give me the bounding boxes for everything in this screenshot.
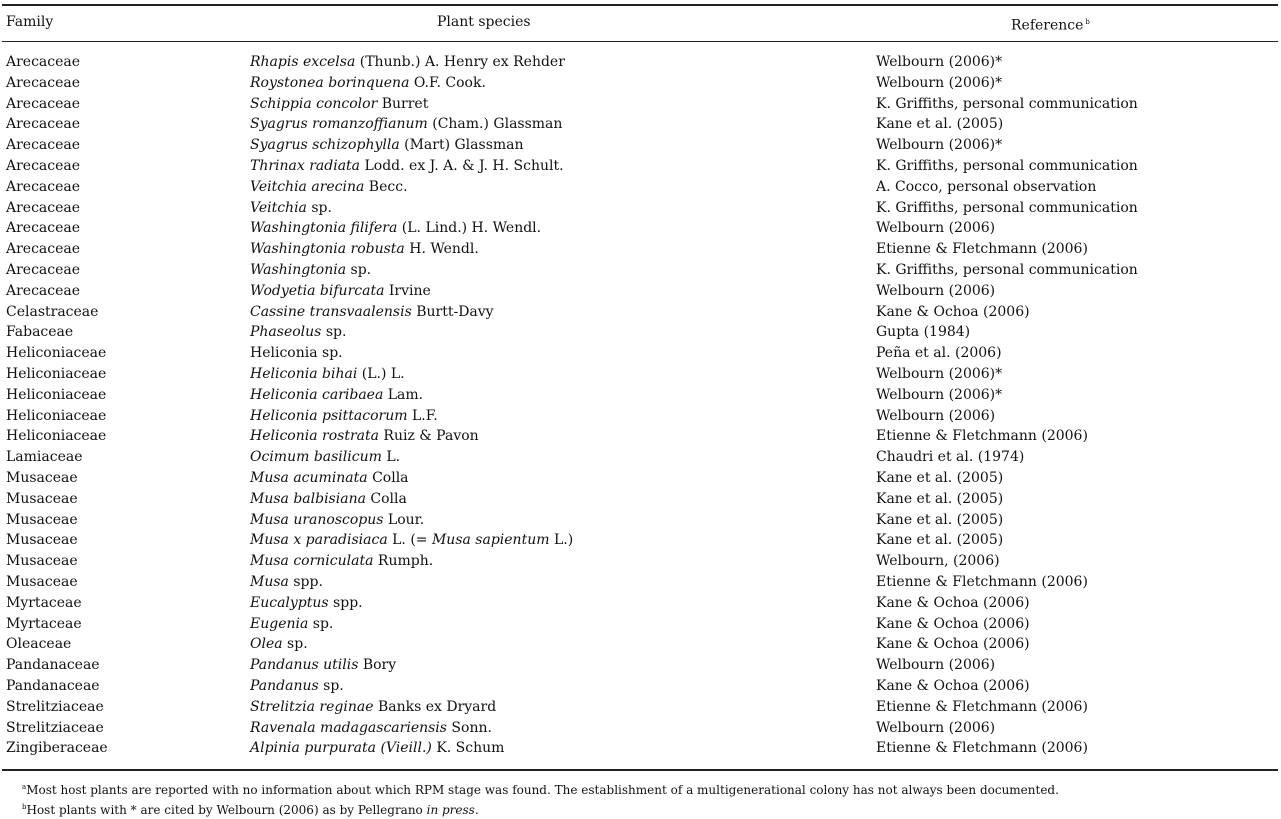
species-name-italic: Heliconia caribaea (250, 386, 384, 403)
species-name-italic: Musa uranoscopus (250, 511, 384, 528)
species-name-italic: Musa acuminata (250, 469, 368, 486)
species-name-italic: Phaseolus (250, 324, 322, 341)
footnote-a-mark: a (22, 783, 27, 791)
species-authority: sp. (321, 324, 347, 341)
cell-reference: Etienne & Fletchmann (2006) (876, 573, 1088, 590)
cell-family: Pandanaceae (6, 657, 100, 674)
footnote-b-text: Host plants with * are cited by Welbourn (2006) as by Pellegrano (26, 803, 427, 817)
cell-reference: Etienne & Fletchmann (2006) (876, 740, 1088, 757)
cell-reference: Gupta (1984) (876, 324, 971, 341)
table-row (0, 593, 1281, 614)
species-name-italic: Ocimum basilicum (250, 449, 382, 466)
cell-reference: Etienne & Fletchmann (2006) (876, 428, 1088, 445)
table-row (0, 260, 1281, 281)
cell-plant-species (250, 426, 479, 446)
table-bottom-rule (2, 769, 1278, 771)
table-row (0, 94, 1281, 115)
species-name-italic: Eugenia (250, 615, 309, 632)
cell-plant-species (250, 156, 564, 176)
cell-plant-species (250, 634, 308, 654)
species-authority: (Thunb.) A. Henry ex Rehder (355, 54, 565, 70)
header-reference-footnote-mark: b (1085, 18, 1090, 26)
species-authority: Heliconia sp. (250, 345, 343, 362)
cell-plant-species (250, 218, 541, 238)
cell-plant-species (250, 593, 363, 613)
cell-plant-species (250, 551, 433, 571)
cell-reference: Welbourn (2006) (876, 719, 996, 736)
cell-reference: Kane et al. (2005) (876, 116, 1004, 133)
table-body (0, 52, 1281, 759)
species-authority: Colla (367, 469, 409, 486)
cell-family: Musaceae (6, 490, 78, 507)
cell-family: Arecaceae (6, 199, 81, 216)
cell-reference: K. Griffiths, personal communication (876, 199, 1138, 216)
species-authority: sp. (308, 615, 334, 632)
species-authority: K. Schum (431, 740, 505, 757)
cell-reference: Welbourn (2006)* (876, 74, 1003, 91)
species-authority: spp. (288, 573, 323, 590)
footnotes (22, 779, 1059, 819)
cell-reference: Welbourn (2006)* (876, 54, 1003, 70)
species-name-italic: Alpinia purpurata (250, 740, 376, 757)
species-name-italic: Syagrus schizophylla (250, 137, 400, 154)
species-authority: L. (= (387, 532, 432, 549)
cell-reference: K. Griffiths, personal communication (876, 95, 1138, 112)
cell-reference: Kane & Ochoa (2006) (876, 594, 1030, 611)
species-name-italic: Pandanus utilis (250, 657, 359, 674)
species-authority: Irvine (384, 282, 431, 299)
table-row (0, 738, 1281, 759)
cell-reference: Welbourn (2006)* (876, 365, 1003, 382)
cell-plant-species (250, 489, 407, 509)
cell-reference: Kane & Ochoa (2006) (876, 615, 1030, 632)
species-authority: Burret (377, 95, 429, 112)
species-authority: sp. (282, 636, 308, 653)
cell-plant-species (250, 198, 332, 218)
table-row (0, 634, 1281, 655)
cell-plant-species (250, 302, 494, 322)
table-top-rule (2, 4, 1278, 6)
footnote-a-text: Most host plants are reported with no information about which RPM stage was found. The establishment of a multigenerational colony has not always been documented. (26, 783, 1059, 797)
cell-reference: Kane & Ochoa (2006) (876, 677, 1030, 694)
species-authority: spp. (328, 594, 363, 611)
cell-reference: Kane et al. (2005) (876, 532, 1004, 549)
table-row (0, 385, 1281, 406)
cell-reference: Welbourn, (2006) (876, 553, 1000, 570)
table-row (0, 73, 1281, 94)
species-authority: sp. (346, 261, 372, 278)
species-authority: Sonn. (446, 719, 492, 736)
table-row (0, 52, 1281, 73)
species-name-italic: Musa balbisiana (250, 490, 366, 507)
cell-family: Lamiaceae (6, 449, 83, 466)
table-row (0, 676, 1281, 697)
species-name-italic: Musa sapientum (431, 532, 550, 549)
cell-family: Myrtaceae (6, 594, 82, 611)
species-name-italic: Rhapis excelsa (250, 54, 356, 70)
species-name-italic: Pandanus (250, 677, 319, 694)
cell-reference: Kane & Ochoa (2006) (876, 636, 1030, 653)
cell-plant-species (250, 114, 562, 134)
table-row (0, 281, 1281, 302)
cell-plant-species (250, 322, 346, 342)
table-row (0, 302, 1281, 323)
species-name-italic: Thrinax radiata (250, 157, 361, 174)
header-plant-species: Plant species (437, 14, 531, 30)
cell-plant-species (250, 738, 504, 758)
cell-plant-species (250, 343, 343, 363)
species-authority: (L. Lind.) H. Wendl. (397, 220, 542, 237)
table-row (0, 551, 1281, 572)
cell-plant-species (250, 468, 409, 488)
species-authority: (Mart) Glassman (399, 137, 524, 154)
species-authority: sp. (306, 199, 332, 216)
cell-family: Strelitziaceae (6, 698, 104, 715)
species-name-italic: Wodyetia bifurcata (250, 282, 385, 299)
species-name-italic: Veitchia arecina (250, 178, 365, 195)
cell-reference: Welbourn (2006)* (876, 137, 1003, 154)
cell-reference: Etienne & Fletchmann (2006) (876, 241, 1088, 258)
species-name-italic: Strelitzia reginae (250, 698, 374, 715)
species-name-italic: Heliconia psittacorum (250, 407, 408, 424)
cell-plant-species (250, 406, 438, 426)
cell-plant-species (250, 697, 496, 717)
cell-plant-species (250, 364, 405, 384)
species-name-italic: Musa x paradisiaca (250, 532, 388, 549)
cell-reference: Kane & Ochoa (2006) (876, 303, 1030, 320)
cell-reference: Kane et al. (2005) (876, 511, 1004, 528)
table-row (0, 114, 1281, 135)
species-authority: Ruiz & Pavon (378, 428, 479, 445)
cell-plant-species (250, 530, 573, 550)
cell-family: Arecaceae (6, 74, 81, 91)
species-authority: (Cham.) Glassman (427, 116, 563, 133)
cell-plant-species (250, 510, 424, 530)
cell-family: Zingiberaceae (6, 740, 108, 757)
species-authority: L.) (549, 532, 574, 549)
species-authority: L. (381, 449, 401, 466)
cell-plant-species (250, 447, 400, 467)
species-authority: Colla (365, 490, 407, 507)
species-name-italic: Musa corniculata (250, 553, 374, 570)
species-name-italic: Roystonea borinquena (250, 74, 410, 91)
species-name-italic: Heliconia rostrata (250, 428, 379, 445)
cell-family: Strelitziaceae (6, 719, 104, 736)
cell-reference: Welbourn (2006) (876, 220, 996, 237)
table-row (0, 510, 1281, 531)
species-authority: Lour. (383, 511, 425, 528)
table-row (0, 322, 1281, 343)
species-name-italic: Washingtonia filifera (250, 220, 398, 237)
species-name-italic: Eucalyptus (250, 594, 329, 611)
table-row (0, 718, 1281, 739)
cell-family: Arecaceae (6, 54, 81, 70)
cell-family: Heliconiaceae (6, 345, 107, 362)
cell-reference: A. Cocco, personal observation (876, 178, 1097, 195)
table-header-rule (2, 41, 1278, 42)
table-row (0, 177, 1281, 198)
species-name-italic: Ravenala madagascariensis (250, 719, 447, 736)
cell-plant-species (250, 718, 492, 738)
cell-reference: Welbourn (2006) (876, 282, 996, 299)
header-family: Family (6, 14, 54, 30)
cell-reference: Chaudri et al. (1974) (876, 449, 1025, 466)
table-row (0, 135, 1281, 156)
species-authority: Rumph. (373, 553, 434, 570)
species-name-italic: Musa (250, 573, 289, 590)
table-row (0, 343, 1281, 364)
cell-family: Arecaceae (6, 137, 81, 154)
species-authority: Burtt-Davy (411, 303, 494, 320)
table-row (0, 614, 1281, 635)
species-authority: sp. (318, 677, 344, 694)
cell-family: Arecaceae (6, 116, 81, 133)
cell-plant-species (250, 260, 371, 280)
cell-plant-species (250, 135, 524, 155)
species-authority: (L.) L. (357, 365, 405, 382)
species-name-italic: (Vieill.) (380, 740, 432, 757)
footnote-a (22, 779, 1059, 799)
table-row (0, 697, 1281, 718)
cell-family: Heliconiaceae (6, 407, 107, 424)
cell-plant-species (250, 385, 423, 405)
cell-family: Arecaceae (6, 241, 81, 258)
cell-family: Heliconiaceae (6, 365, 107, 382)
species-authority: O.F. Cook. (409, 74, 486, 91)
cell-plant-species (250, 572, 323, 592)
table-row (0, 447, 1281, 468)
table-row (0, 572, 1281, 593)
cell-plant-species (250, 239, 479, 259)
cell-reference: Welbourn (2006) (876, 407, 996, 424)
cell-reference: Peña et al. (2006) (876, 345, 1002, 362)
cell-family: Arecaceae (6, 178, 81, 195)
cell-reference: Kane et al. (2005) (876, 490, 1004, 507)
cell-family: Myrtaceae (6, 615, 82, 632)
table-row (0, 156, 1281, 177)
species-name-italic: Washingtonia (250, 261, 347, 278)
species-authority: Lodd. ex J. A. & J. H. Schult. (360, 157, 564, 174)
table-row (0, 239, 1281, 260)
cell-family: Heliconiaceae (6, 428, 107, 445)
species-name-italic: Heliconia bihai (250, 365, 358, 382)
footnote-b (22, 799, 1059, 819)
cell-reference: Welbourn (2006) (876, 657, 996, 674)
species-name-italic: Schippia concolor (250, 95, 378, 112)
footnote-b-mark: b (22, 803, 27, 811)
species-authority: Lam. (383, 386, 424, 403)
cell-reference: Etienne & Fletchmann (2006) (876, 698, 1088, 715)
table-row (0, 198, 1281, 219)
cell-family: Musaceae (6, 553, 78, 570)
species-name-italic: Syagrus romanzoffianum (250, 116, 428, 133)
cell-family: Arecaceae (6, 261, 81, 278)
cell-plant-species (250, 52, 565, 72)
cell-family: Arecaceae (6, 157, 81, 174)
cell-plant-species (250, 281, 431, 301)
table-row (0, 426, 1281, 447)
cell-family: Pandanaceae (6, 677, 100, 694)
cell-plant-species (250, 614, 333, 634)
table-row (0, 364, 1281, 385)
cell-family: Fabaceae (6, 324, 74, 341)
cell-plant-species (250, 94, 428, 114)
cell-reference: Welbourn (2006)* (876, 386, 1003, 403)
cell-family: Oleaceae (6, 636, 72, 653)
cell-family: Musaceae (6, 469, 78, 486)
species-authority: L.F. (407, 407, 438, 424)
cell-family: Musaceae (6, 532, 78, 549)
table-row (0, 218, 1281, 239)
species-name-italic: Washingtonia robusta (250, 241, 405, 258)
table-row (0, 406, 1281, 427)
header-reference-label: Reference (1011, 17, 1084, 34)
cell-plant-species (250, 177, 408, 197)
species-name-italic: Veitchia (250, 199, 307, 216)
cell-family: Celastraceae (6, 303, 99, 320)
table-row (0, 468, 1281, 489)
cell-reference: K. Griffiths, personal communication (876, 261, 1138, 278)
cell-family: Heliconiaceae (6, 386, 107, 403)
species-authority: Becc. (364, 178, 408, 195)
cell-family: Arecaceae (6, 282, 81, 299)
table-row (0, 655, 1281, 676)
species-authority: H. Wendl. (404, 241, 479, 258)
header-reference (1011, 13, 1090, 35)
footnote-b-italic: in press (426, 803, 475, 817)
cell-reference: Kane et al. (2005) (876, 469, 1004, 486)
table-row (0, 530, 1281, 551)
table-row (0, 489, 1281, 510)
footnote-b-end: . (474, 803, 479, 817)
cell-plant-species (250, 676, 344, 696)
species-authority: Banks ex Dryard (373, 698, 497, 715)
cell-family: Musaceae (6, 573, 78, 590)
cell-family: Arecaceae (6, 95, 81, 112)
species-name-italic: Olea (250, 636, 283, 653)
cell-reference: K. Griffiths, personal communication (876, 157, 1138, 174)
cell-plant-species (250, 73, 486, 93)
cell-family: Arecaceae (6, 220, 81, 237)
cell-family: Musaceae (6, 511, 78, 528)
cell-plant-species (250, 655, 396, 675)
species-authority: Bory (358, 657, 397, 674)
species-name-italic: Cassine transvaalensis (250, 303, 412, 320)
